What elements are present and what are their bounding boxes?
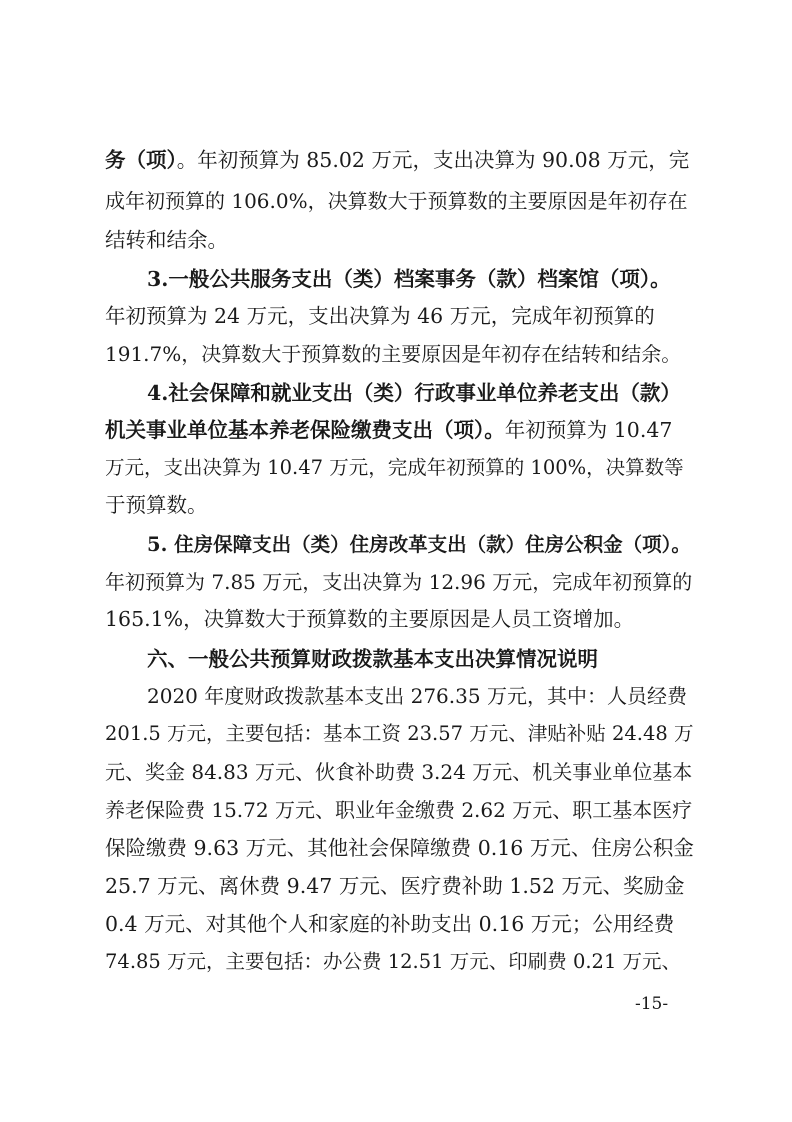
body-text: 万元，支出决算为 10.47 万元，完成年初预算的 100%，决算数等 <box>105 456 684 479</box>
body-text: 年初预算为 7.85 万元，支出决算为 12.96 万元，完成年初预算的 <box>105 570 693 594</box>
paragraph-line-21 <box>105 909 695 939</box>
body-text: 年初预算为 10.47 <box>504 418 673 442</box>
paragraph-line-18 <box>105 795 695 825</box>
paragraph-line-17 <box>105 757 695 787</box>
body-text: 。年初预算为 85.02 万元，支出决算为 90.08 万元，完 <box>176 148 690 172</box>
body-text: 结转和结余。 <box>105 228 228 252</box>
body-text: 165.1%，决算数大于预算数的主要原因是人员工资增加。 <box>105 607 635 631</box>
body-text: 成年初预算的 106.0%，决算数大于预算数的主要原因是年初存在 <box>105 189 688 213</box>
section-heading-3 <box>147 264 695 294</box>
bold-text: 务（项） <box>105 148 177 172</box>
body-text: 201.5 万元，主要包括：基本工资 23.57 万元、津贴补贴 24.48 万 <box>105 722 694 745</box>
heading-text: 六、一般公共预算财政拨款基本支出决算情况说明 <box>147 647 598 671</box>
paragraph-line-8 <box>105 415 695 445</box>
paragraph-line-5 <box>105 301 695 331</box>
section-heading-6 <box>147 644 695 674</box>
paragraph-line-15 <box>147 681 695 711</box>
paragraph-line-6 <box>105 339 695 369</box>
paragraph-line-1 <box>105 145 695 175</box>
body-text: 于预算数。 <box>105 493 208 517</box>
paragraph-line-12 <box>105 567 695 597</box>
section-heading-5 <box>147 530 695 560</box>
section-heading-4 <box>147 378 695 408</box>
body-text: 2020 年度财政拨款基本支出 276.35 万元，其中：人员经费 <box>147 684 687 708</box>
paragraph-line-20 <box>105 871 695 901</box>
bold-text: 机关事业单位基本养老保险缴费支出（项）。 <box>105 418 505 442</box>
body-text: 191.7%，决算数大于预算数的主要原因是年初存在结转和结余。 <box>105 342 682 366</box>
page-number: -15- <box>635 994 669 1014</box>
body-text: 0.4 万元、对其他个人和家庭的补助支出 0.16 万元；公用经费 <box>105 912 675 936</box>
bold-text: 5. 住房保障支出（类）住房改革支出（款）住房公积金（项）。 <box>147 533 691 556</box>
paragraph-line-16 <box>105 719 695 749</box>
paragraph-line-9 <box>105 453 695 483</box>
paragraph-line-10 <box>105 490 695 520</box>
body-text: 74.85 万元，主要包括：办公费 12.51 万元、印刷费 0.21 万元、 <box>105 950 682 973</box>
body-text: 年初预算为 24 万元，支出决算为 46 万元，完成年初预算的 <box>105 304 655 328</box>
paragraph-line-13 <box>105 604 695 634</box>
bold-text: 3.一般公共服务支出（类）档案事务（款）档案馆（项）。 <box>147 267 671 291</box>
body-text: 保险缴费 9.63 万元、其他社会保障缴费 0.16 万元、住房公积金 <box>105 836 694 860</box>
paragraph-line-3 <box>105 225 695 255</box>
paragraph-line-19 <box>105 833 695 863</box>
body-text: 养老保险费 15.72 万元、职业年金缴费 2.62 万元、职工基本医疗 <box>105 798 693 822</box>
bold-text: 4.社会保障和就业支出（类）行政事业单位养老支出（款） <box>147 381 681 405</box>
body-text: 元、奖金 84.83 万元、伙食补助费 3.24 万元、机关事业单位基本 <box>105 760 693 784</box>
paragraph-line-22 <box>105 947 695 977</box>
paragraph-line-2 <box>105 186 695 216</box>
body-text: 25.7 万元、离休费 9.47 万元、医疗费补助 1.52 万元、奖励金 <box>105 874 685 898</box>
